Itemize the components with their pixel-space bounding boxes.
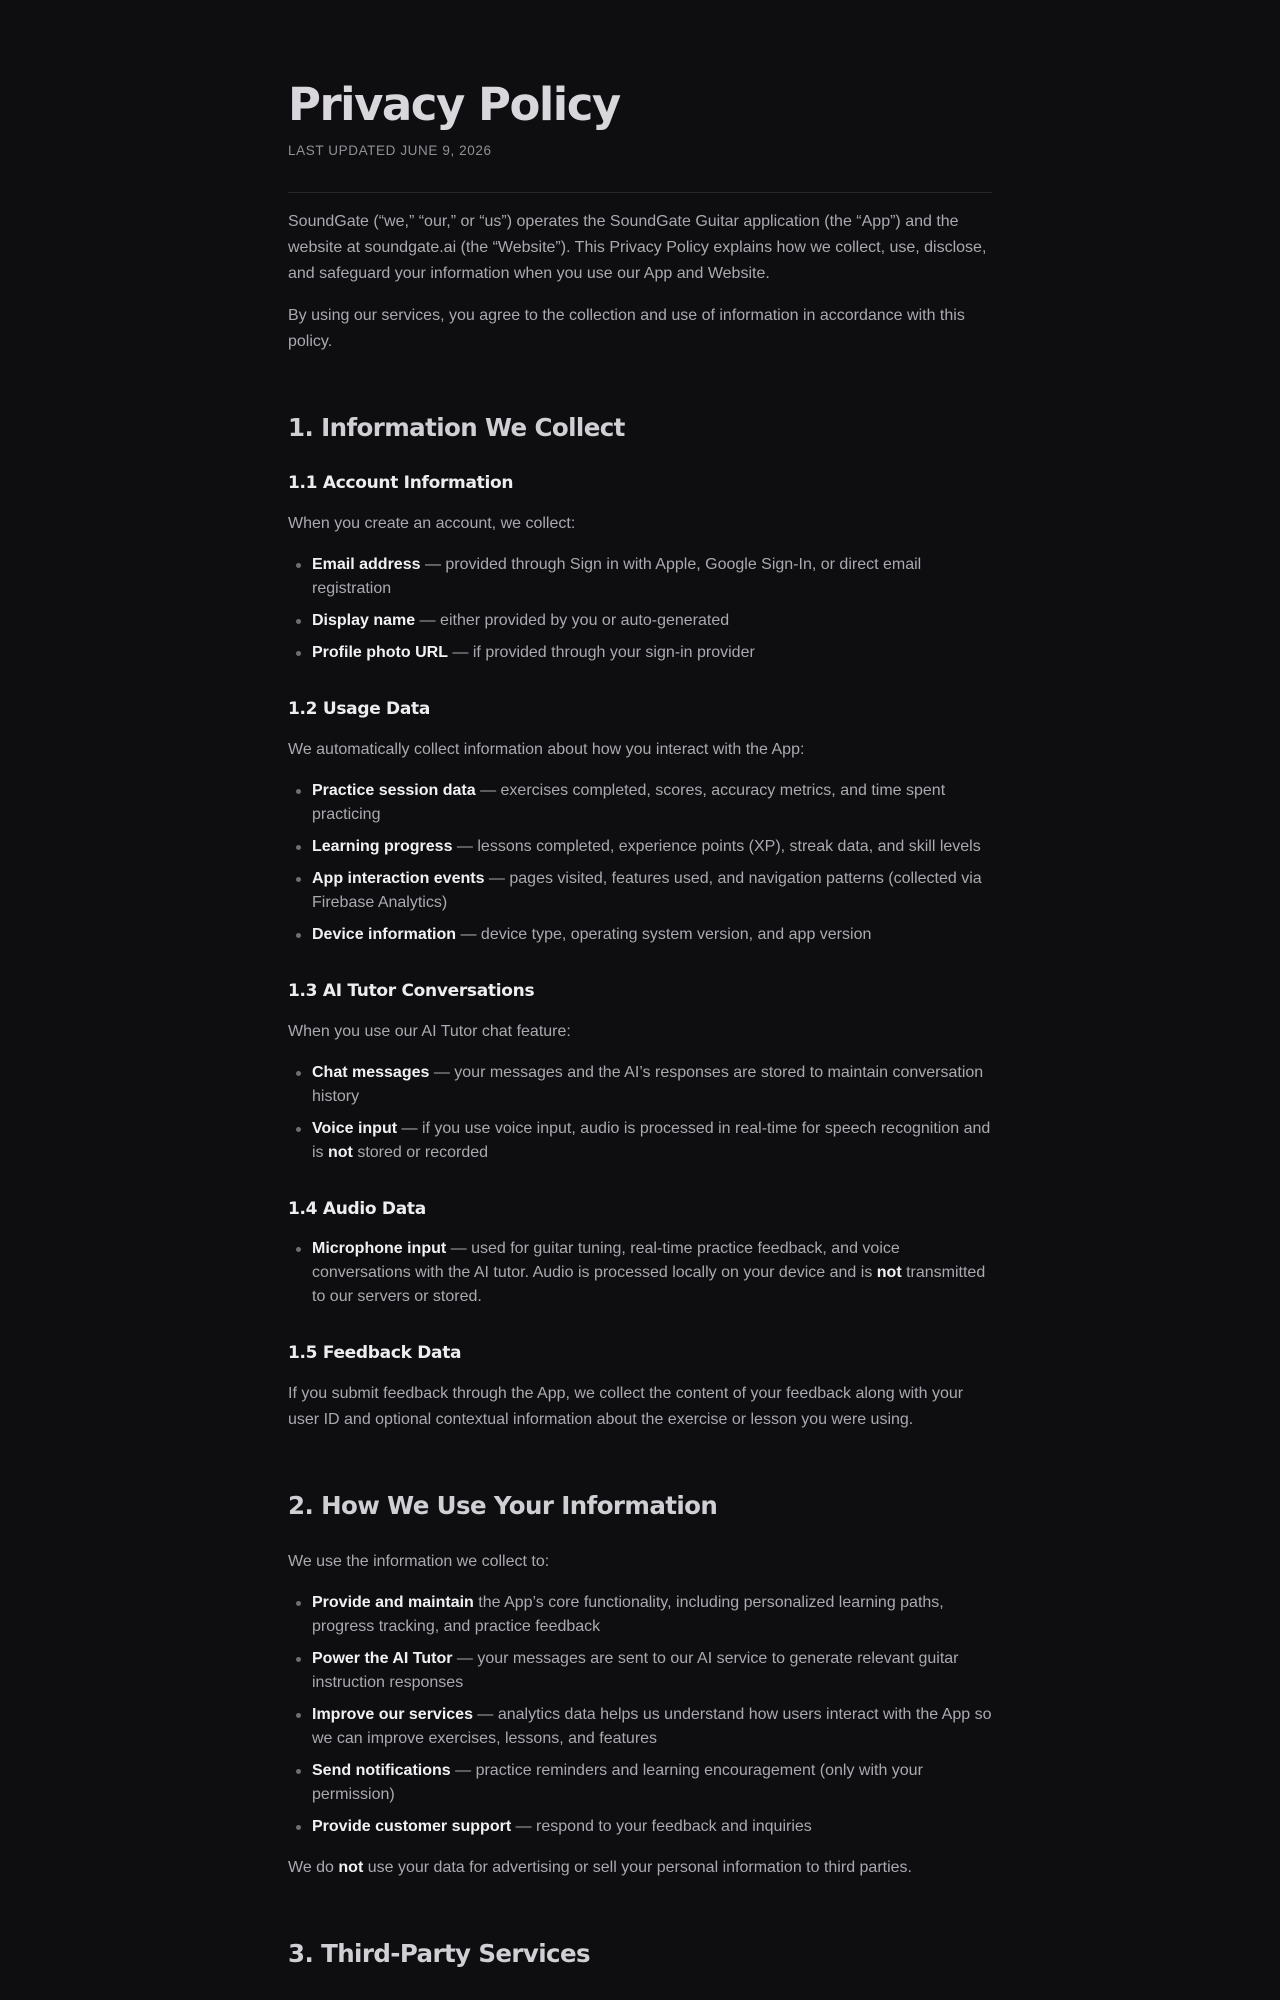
list-item-desc: — if you use voice input, audio is processed in real-time for speech recognition and is [312, 1120, 991, 1161]
list-item-term: Display name [312, 612, 416, 629]
list-item-term: Voice input [312, 1120, 398, 1137]
header-divider [288, 192, 992, 193]
subsection-heading-feedback: 1.5 Feedback Data [288, 1343, 462, 1363]
account-info-list [288, 553, 992, 665]
list-item [312, 923, 992, 947]
list-item [312, 1759, 992, 1807]
list-item-term: Provide customer support [312, 1818, 512, 1835]
list-item-term: Power the AI Tutor [312, 1650, 453, 1667]
list-item-desc: — your messages and the AI’s responses are stored to maintain conversation history [312, 1064, 984, 1105]
usage-purpose-lead: We use the information we collect to: [288, 1553, 550, 1570]
usage-lead-text: We automatically collect information about how you interact with the App: [288, 741, 805, 758]
list-item [312, 1061, 992, 1109]
list-item-desc: — exercises completed, scores, accuracy metrics, and time spent practicing [312, 782, 946, 823]
list-item-term: App interaction events [312, 870, 485, 887]
list-item-term: Email address [312, 556, 421, 573]
list-item-desc: — provided through Sign in with Apple, Google Sign-In, or direct email registration [312, 556, 922, 597]
subsection-heading-usage: 1.2 Usage Data [288, 699, 431, 719]
list-item [312, 1591, 992, 1639]
list-item-term: Device information [312, 926, 457, 943]
list-item [312, 1117, 992, 1165]
list-item-desc: — your messages are sent to our AI service to generate relevant guitar instruction responses [312, 1650, 959, 1691]
statement-text: We do [288, 1859, 339, 1876]
list-item [312, 641, 992, 665]
list-item-desc: — if provided through your sign-in provider [447, 644, 755, 661]
statement-text: use your data for advertising or sell your personal information to third parties. [363, 1859, 912, 1876]
list-item-term: Learning progress [312, 838, 453, 855]
page-title: Privacy Policy [288, 78, 620, 131]
list-item-desc: — analytics data helps us understand how users interact with the App so we can improve exercises, lessons, and features [312, 1706, 992, 1747]
list-item-desc: — device type, operating system version, and app version [456, 926, 872, 943]
emphasis-not: not [876, 1264, 902, 1281]
list-item-term: Practice session data [312, 782, 476, 799]
list-item [312, 1815, 992, 1839]
emphasis-not: not [328, 1144, 353, 1161]
list-item [312, 1647, 992, 1695]
list-item-term: Improve our services [312, 1706, 473, 1723]
list-item [312, 1237, 992, 1309]
list-item-term: Chat messages [312, 1064, 430, 1081]
subsection-heading-audio: 1.4 Audio Data [288, 1199, 426, 1219]
section-heading-information-collect: 1. Information We Collect [288, 413, 625, 442]
list-item [312, 779, 992, 827]
list-item-desc: — lessons completed, experience points (XP), streak data, and skill levels [452, 838, 981, 855]
feedback-paragraph: If you submit feedback through the App, we collect the content of your feedback along with your user ID and optional contextual information about the exercise or lesson you were using. [288, 1385, 964, 1428]
consent-paragraph: By using our services, you agree to the collection and use of information in accordance with this policy. [288, 307, 965, 350]
intro-paragraph: SoundGate (“we,” “our,” or “us”) operates the SoundGate Guitar application (the “App”) and the website at soundgate.ai (the “Website”). This Privacy Policy explains how we collect, use, disclose, and safeguard your information when you use our App and Website. [288, 213, 987, 282]
list-item [312, 609, 992, 633]
list-item-term: Send notifications [312, 1762, 451, 1779]
usage-data-list [288, 779, 992, 947]
list-item-desc: — either provided by you or auto-generated [415, 612, 730, 629]
list-item-desc: stored or recorded [352, 1144, 489, 1161]
privacy-policy-page [288, 0, 992, 1971]
audio-data-list [288, 1237, 992, 1309]
list-item-desc: — practice reminders and learning encouragement (only with your permission) [312, 1762, 923, 1803]
subsection-heading-ai-tutor: 1.3 AI Tutor Conversations [288, 981, 535, 1001]
list-item [312, 867, 992, 915]
tutor-lead-text: When you use our AI Tutor chat feature: [288, 1023, 571, 1040]
list-item-term: Provide and maintain [312, 1594, 474, 1611]
list-item-desc: — respond to your feedback and inquiries [511, 1818, 812, 1835]
list-item-term: Profile photo URL [312, 644, 448, 661]
section-heading-how-we-use: 2. How We Use Your Information [288, 1491, 718, 1520]
list-item-term: Microphone input [312, 1240, 447, 1257]
list-item-desc: — pages visited, features used, and navigation patterns (collected via Firebase Analytics) [312, 870, 982, 911]
list-item-desc: the App’s core functionality, including personalized learning paths, progress tracking, and practice feedback [312, 1594, 944, 1635]
list-item [312, 835, 992, 859]
how-we-use-list [288, 1591, 992, 1839]
last-updated-date: LAST UPDATED JUNE 9, 2026 [288, 143, 492, 158]
emphasis-not: not [338, 1859, 364, 1876]
list-item-desc: transmitted to our servers or stored. [312, 1264, 986, 1305]
ai-tutor-list [288, 1061, 992, 1165]
no-advertising-statement [288, 1855, 992, 1881]
account-lead-text: When you create an account, we collect: [288, 515, 576, 532]
list-item-desc: — used for guitar tuning, real-time practice feedback, and voice conversations with the AI tutor. Audio is processed locally on your device and is [312, 1240, 900, 1281]
section-heading-third-party: 3. Third-Party Services [288, 1939, 590, 1968]
subsection-heading-account: 1.1 Account Information [288, 473, 514, 493]
list-item [312, 1703, 992, 1751]
list-item [312, 553, 992, 601]
